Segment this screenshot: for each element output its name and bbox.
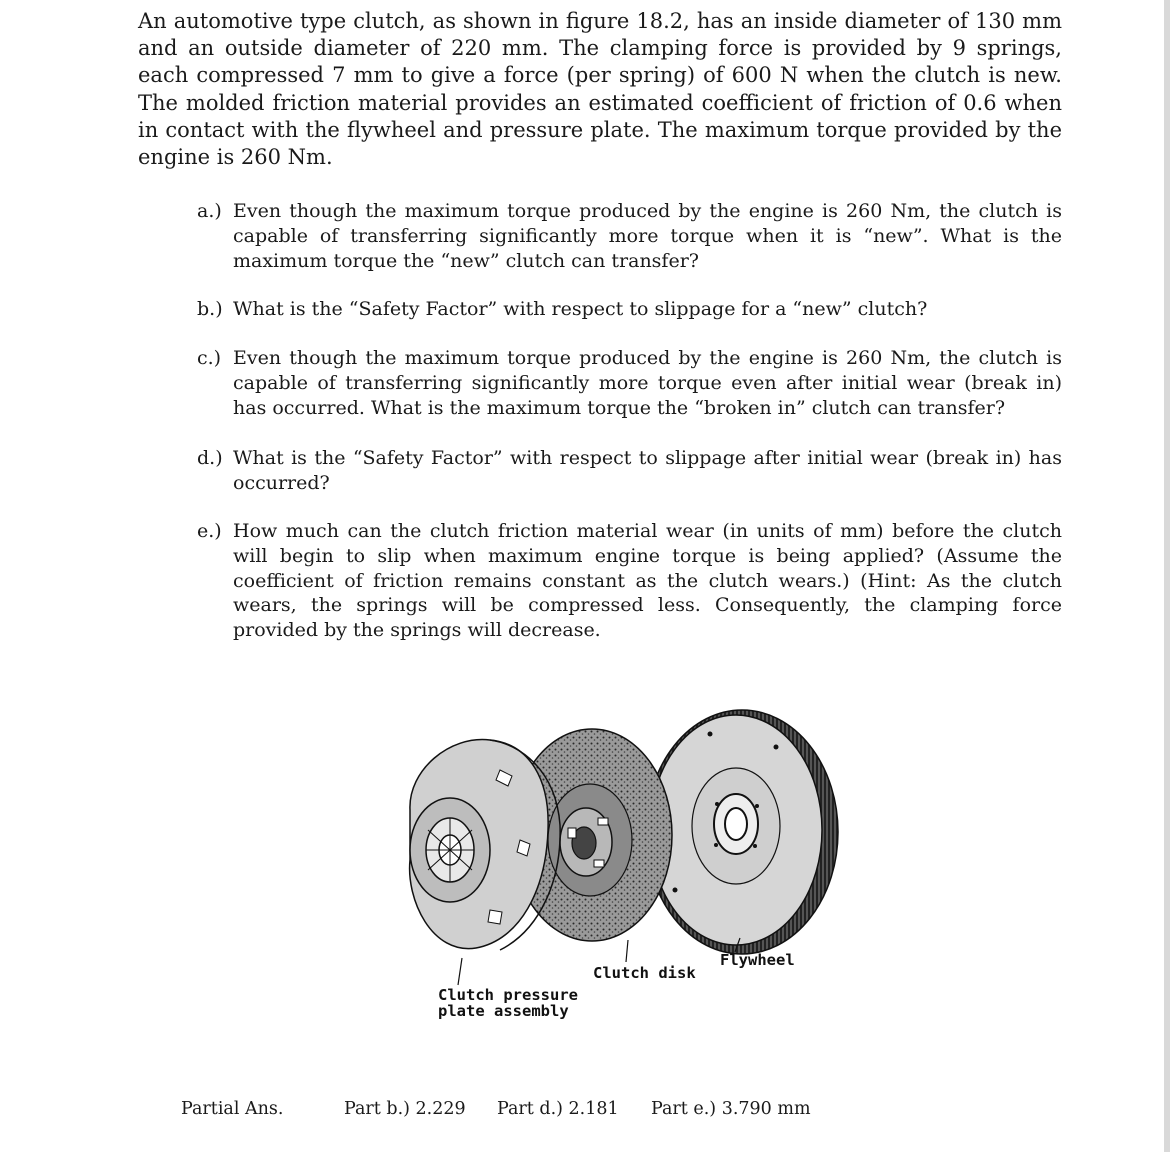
question-label: e.) [197,520,222,542]
flywheel-label: Flywheel [720,951,795,969]
question-label: b.) [197,298,223,320]
question-text: Even though the maximum torque produced by the engine is 260 Nm, the clutch is capable of transferring significantly more torque when it is “new”. What is the maximum torque the “new” clutch can transfer? [233,200,1062,272]
scrollbar[interactable] [1164,0,1170,1152]
problem-statement: An automotive type clutch, as shown in figure 18.2, has an inside diameter of 130 mm and an outside diameter of 220 mm. The clamping force is provided by 9 springs, each compressed 7 mm to give a force (per spring) of 600 N when the clutch is new. The molded friction material provides an estimated coefficient of friction of 0.6 when in contact with the flywheel and pressure plate. The maximum torque provided by the engine is 260 Nm. [138,9,1062,170]
question-label: d.) [197,447,223,469]
question-d [197,446,1062,496]
question-text: What is the “Safety Factor” with respect to slippage after initial wear (break in) has occurred? [233,447,1062,494]
question-b [197,297,1062,322]
clutch-disk-label: Clutch disk [593,964,696,982]
question-label: a.) [197,200,222,222]
pressure-plate-drawing [410,740,561,950]
question-c [197,346,1062,420]
answer-b: Part b.) 2.229 [344,1099,466,1119]
question-text: How much can the clutch friction material wear (in units of mm) before the clutch will begin to slip when maximum engine torque is being applied? (Assume the coefficient of friction remains constant as the clutch wears.) (Hint: As the clutch wears, the springs will be compressed less. Consequently, the clamping force provided by the springs will decrease. [233,520,1062,642]
question-text: Even though the maximum torque produced by the engine is 260 Nm, the clutch is capable of transferring significantly more torque even after initial wear (break in) has occurred. What is the maximum torque the “broken in” clutch can transfer? [233,347,1062,419]
answer-d: Part d.) 2.181 [497,1099,619,1119]
question-a [197,199,1062,273]
pressure-plate-label: Clutch pressure plate assembly [438,986,578,1020]
question-e [197,519,1062,643]
partial-answers-heading: Partial Ans. [181,1099,284,1119]
pressure-plate-leader [458,958,462,985]
flywheel-drawing [646,710,838,954]
clutch-disk-leader [626,940,628,962]
question-label: c.) [197,347,222,369]
clutch-figure [380,700,850,1030]
answer-e: Part e.) 3.790 mm [651,1099,811,1119]
question-text: What is the “Safety Factor” with respect to slippage for a “new” clutch? [233,298,928,320]
